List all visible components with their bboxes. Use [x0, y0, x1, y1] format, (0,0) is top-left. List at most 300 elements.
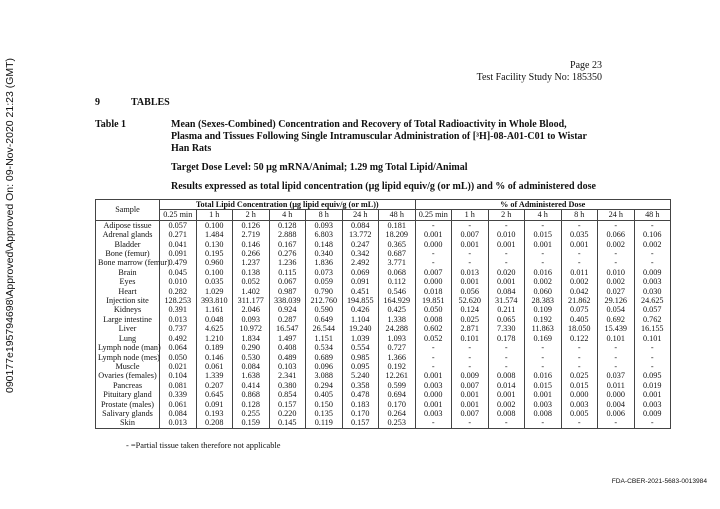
percent-dose-cell: 0.005: [561, 409, 598, 418]
table-row: [96, 230, 671, 239]
concentration-cell: 128.253: [160, 296, 197, 305]
concentration-cell: 0.790: [306, 287, 343, 296]
concentration-cell: 0.048: [196, 315, 233, 324]
table-row: [96, 343, 671, 352]
concentration-cell: 0.207: [196, 381, 233, 390]
percent-dose-cell: -: [561, 418, 598, 428]
sample-name-cell: Ovaries (females): [96, 371, 160, 380]
percent-dose-cell: -: [634, 249, 671, 258]
concentration-cell: 1.161: [196, 305, 233, 314]
concentration-cell: 0.408: [269, 343, 306, 352]
percent-dose-cell: 0.095: [634, 371, 671, 380]
sample-name-cell: Adipose tissue: [96, 220, 160, 230]
table-row: [96, 334, 671, 343]
percent-dose-cell: -: [598, 362, 635, 371]
concentration-cell: 0.050: [160, 353, 197, 362]
percent-dose-cell: 0.007: [452, 409, 489, 418]
concentration-cell: 0.365: [379, 240, 416, 249]
percent-dose-cell: 0.602: [415, 324, 452, 333]
percent-dose-cell: 0.016: [525, 371, 562, 380]
concentration-cell: 0.084: [233, 362, 270, 371]
concentration-cell: 2.046: [233, 305, 270, 314]
concentration-cell: 0.061: [160, 400, 197, 409]
sample-name-cell: Bladder: [96, 240, 160, 249]
table-row: [96, 220, 671, 230]
concentration-cell: 0.282: [160, 287, 197, 296]
percent-dose-cell: -: [598, 418, 635, 428]
table-label: Table 1: [95, 119, 127, 130]
sample-name-cell: Muscle: [96, 362, 160, 371]
concentration-cell: 1.484: [196, 230, 233, 239]
concentration-cell: 0.266: [233, 249, 270, 258]
timepoint-header: 4 h: [269, 210, 306, 220]
percent-dose-cell: 0.018: [415, 287, 452, 296]
table-caption: [171, 119, 601, 155]
concentration-cell: 0.590: [306, 305, 343, 314]
percent-dose-cell: 0.010: [488, 230, 525, 239]
concentration-cell: 0.276: [269, 249, 306, 258]
percent-dose-cell: 0.001: [488, 240, 525, 249]
percent-dose-cell: 0.020: [488, 268, 525, 277]
concentration-cell: 0.405: [306, 390, 343, 399]
concentration-cell: 0.167: [269, 240, 306, 249]
data-table-container: [95, 199, 671, 439]
percent-dose-cell: 0.003: [634, 400, 671, 409]
concentration-cell: 0.091: [342, 277, 379, 286]
percent-dose-cell: 29.126: [598, 296, 635, 305]
percent-dose-cell: 0.084: [488, 287, 525, 296]
timepoint-header: 0.25 min: [415, 210, 452, 220]
percent-dose-cell: 0.009: [634, 268, 671, 277]
concentration-cell: 0.093: [233, 315, 270, 324]
sample-name-cell: Prostate (males): [96, 400, 160, 409]
concentration-cell: 0.073: [306, 268, 343, 277]
concentration-cell: 12.261: [379, 371, 416, 380]
concentration-cell: 0.492: [160, 334, 197, 343]
percent-dose-cell: 0.011: [561, 268, 598, 277]
approval-stamp: 090177e195794698\Approved\Approved On: 09-Nov-2020 21:23 (GMT): [4, 57, 16, 393]
concentration-cell: 0.135: [306, 409, 343, 418]
caption-line: Mean (Sexes-Combined) Concentration and Recovery of Total Radioactivity in Whole Blood,: [171, 119, 567, 130]
concentration-cell: 0.220: [269, 409, 306, 418]
concentration-cell: 0.091: [196, 400, 233, 409]
percent-dose-cell: -: [488, 353, 525, 362]
concentration-cell: 0.067: [269, 277, 306, 286]
percent-dose-cell: 0.000: [415, 240, 452, 249]
percent-dose-cell: 52.620: [452, 296, 489, 305]
percent-dose-cell: 0.019: [634, 381, 671, 390]
percent-dose-cell: -: [598, 258, 635, 267]
concentration-cell: 0.689: [306, 353, 343, 362]
percent-dose-cell: 0.001: [634, 390, 671, 399]
concentration-cell: 0.138: [233, 268, 270, 277]
sample-name-cell: Lymph node (man): [96, 343, 160, 352]
percent-dose-cell: 0.101: [598, 334, 635, 343]
concentration-cell: 0.425: [379, 305, 416, 314]
concentration-cell: 0.687: [379, 249, 416, 258]
percent-dose-cell: 0.001: [561, 240, 598, 249]
percent-dose-cell: 0.106: [634, 230, 671, 239]
concentration-cell: 4.625: [196, 324, 233, 333]
concentration-cell: 0.021: [160, 362, 197, 371]
percent-dose-cell: -: [598, 220, 635, 230]
percent-dose-cell: -: [525, 220, 562, 230]
sample-name-cell: Salivary glands: [96, 409, 160, 418]
table-row: [96, 418, 671, 428]
percent-dose-cell: -: [415, 343, 452, 352]
caption-line: Plasma and Tissues Following Single Intramuscular Administration of [³H]-08-A01-C01 to Wistar: [171, 131, 587, 142]
percent-dose-cell: 0.003: [415, 409, 452, 418]
percent-dose-cell: 11.863: [525, 324, 562, 333]
concentration-cell: 0.084: [342, 220, 379, 230]
percent-dose-cell: -: [598, 249, 635, 258]
percent-dose-cell: 0.001: [452, 390, 489, 399]
concentration-cell: 0.068: [379, 268, 416, 277]
percent-dose-cell: 0.002: [561, 277, 598, 286]
concentration-cell: 0.045: [160, 268, 197, 277]
concentration-cell: 0.340: [306, 249, 343, 258]
percent-dose-cell: 0.003: [561, 400, 598, 409]
concentration-cell: 0.271: [160, 230, 197, 239]
percent-dose-cell: 0.001: [415, 400, 452, 409]
sample-name-cell: Bone marrow (femur): [96, 258, 160, 267]
concentration-cell: 0.010: [160, 277, 197, 286]
concentration-cell: 0.426: [342, 305, 379, 314]
percent-dose-cell: -: [525, 249, 562, 258]
percent-dose-cell: 0.009: [634, 409, 671, 418]
concentration-cell: 1.237: [233, 258, 270, 267]
table-row: [96, 315, 671, 324]
percent-dose-cell: 0.002: [634, 240, 671, 249]
percent-dose-cell: 0.027: [598, 287, 635, 296]
percent-dose-cell: 0.030: [634, 287, 671, 296]
concentration-cell: 1.029: [196, 287, 233, 296]
percent-dose-cell: 0.013: [452, 268, 489, 277]
percent-dose-cell: -: [525, 343, 562, 352]
concentration-cell: 0.183: [342, 400, 379, 409]
sample-name-cell: Skin: [96, 418, 160, 428]
percent-dose-cell: 0.001: [488, 277, 525, 286]
concentration-cell: 0.112: [379, 277, 416, 286]
results-note: Results expressed as total lipid concentration (µg lipid equiv/g (or mL)) and % of administered dose: [171, 181, 596, 192]
percent-dose-cell: 0.192: [525, 315, 562, 324]
percent-dose-cell: 0.003: [415, 381, 452, 390]
percent-dose-cell: 0.008: [415, 315, 452, 324]
sample-name-cell: Adrenal glands: [96, 230, 160, 239]
percent-dose-cell: -: [452, 343, 489, 352]
concentration-cell: 0.247: [342, 240, 379, 249]
page-number: Page 23: [570, 60, 602, 71]
concentration-cell: 212.760: [306, 296, 343, 305]
concentration-cell: 338.039: [269, 296, 306, 305]
concentration-cell: 0.119: [306, 418, 343, 428]
sample-name-cell: Bone (femur): [96, 249, 160, 258]
concentration-cell: 1.836: [306, 258, 343, 267]
concentration-cell: 0.451: [342, 287, 379, 296]
percent-dose-cell: 15.439: [598, 324, 635, 333]
concentration-cell: 0.157: [269, 400, 306, 409]
table-row: [96, 277, 671, 286]
concentration-cell: 6.803: [306, 230, 343, 239]
timepoint-header: 24 h: [598, 210, 635, 220]
percent-dose-cell: 24.625: [634, 296, 671, 305]
concentration-cell: 0.148: [306, 240, 343, 249]
concentration-cell: 0.145: [269, 418, 306, 428]
concentration-cell: 10.972: [233, 324, 270, 333]
sample-name-cell: Liver: [96, 324, 160, 333]
section-title: TABLES: [131, 97, 170, 108]
concentration-cell: 0.414: [233, 381, 270, 390]
concentration-cell: 0.554: [342, 343, 379, 352]
table-row: [96, 362, 671, 371]
percent-dose-cell: 0.000: [561, 390, 598, 399]
percent-dose-cell: 0.007: [452, 230, 489, 239]
percent-dose-cell: 0.122: [561, 334, 598, 343]
concentration-cell: 1.339: [196, 371, 233, 380]
timepoint-header: 4 h: [525, 210, 562, 220]
concentration-cell: 3.771: [379, 258, 416, 267]
sample-name-cell: Brain: [96, 268, 160, 277]
percent-dose-cell: 0.101: [452, 334, 489, 343]
percent-dose-cell: -: [561, 220, 598, 230]
concentration-cell: 0.380: [269, 381, 306, 390]
percent-dose-cell: 0.008: [525, 409, 562, 418]
percent-dose-cell: 0.002: [598, 240, 635, 249]
percent-dose-cell: 0.001: [452, 400, 489, 409]
concentration-cell: 0.189: [196, 343, 233, 352]
percent-dose-cell: -: [561, 258, 598, 267]
percent-dose-cell: -: [488, 258, 525, 267]
sample-name-cell: Large intestine: [96, 315, 160, 324]
percent-dose-cell: -: [415, 353, 452, 362]
percent-dose-cell: 0.000: [598, 390, 635, 399]
sample-name-cell: Lung: [96, 334, 160, 343]
percent-dose-cell: 0.002: [598, 277, 635, 286]
percent-dose-cell: 21.862: [561, 296, 598, 305]
percent-dose-cell: 7.330: [488, 324, 525, 333]
concentration-cell: 0.645: [196, 390, 233, 399]
sample-header: Sample: [96, 200, 160, 221]
percent-dose-cell: 0.010: [598, 268, 635, 277]
percent-dose-cell: 0.001: [452, 277, 489, 286]
percent-dose-cell: 0.001: [415, 371, 452, 380]
percent-dose-cell: -: [415, 249, 452, 258]
concentration-cell: 1.236: [269, 258, 306, 267]
percent-dose-cell: 0.004: [598, 400, 635, 409]
table-body: [96, 220, 671, 428]
percent-dose-cell: 0.101: [634, 334, 671, 343]
concentration-cell: 0.694: [379, 390, 416, 399]
timepoint-header: 24 h: [342, 210, 379, 220]
concentration-cell: 0.342: [342, 249, 379, 258]
concentration-cell: 0.093: [306, 220, 343, 230]
timepoint-header: 0.25 min: [160, 210, 197, 220]
percent-dose-cell: 0.015: [561, 381, 598, 390]
percent-dose-cell: 0.211: [488, 305, 525, 314]
concentration-cell: 0.115: [269, 268, 306, 277]
concentration-cell: 0.091: [160, 249, 197, 258]
table-row: [96, 249, 671, 258]
percent-dose-cell: 0.000: [415, 390, 452, 399]
percent-dose-cell: 0.011: [598, 381, 635, 390]
concentration-cell: 0.104: [160, 371, 197, 380]
percent-dose-cell: 31.574: [488, 296, 525, 305]
percent-dose-cell: 0.001: [525, 240, 562, 249]
concentration-cell: 2.341: [269, 371, 306, 380]
concentration-cell: 0.069: [342, 268, 379, 277]
percent-dose-cell: -: [634, 362, 671, 371]
concentration-cell: 19.240: [342, 324, 379, 333]
section-number: 9: [95, 97, 100, 108]
concentration-group-header: Total Lipid Concentration (µg lipid equiv/g (or mL)): [160, 200, 416, 210]
percent-dose-cell: 0.009: [452, 371, 489, 380]
percent-dose-cell: -: [598, 353, 635, 362]
table-row: [96, 381, 671, 390]
concentration-cell: 0.157: [342, 418, 379, 428]
percent-dose-cell: 0.037: [598, 371, 635, 380]
percent-dose-cell: -: [634, 343, 671, 352]
sample-name-cell: Pituitary gland: [96, 390, 160, 399]
table-row: [96, 240, 671, 249]
percent-dose-cell: 0.065: [488, 315, 525, 324]
concentration-cell: 0.103: [269, 362, 306, 371]
concentration-cell: 0.208: [196, 418, 233, 428]
concentration-cell: 0.052: [233, 277, 270, 286]
percent-dose-cell: 0.001: [452, 240, 489, 249]
percent-dose-cell: 2.871: [452, 324, 489, 333]
timepoint-header: 48 h: [379, 210, 416, 220]
percent-dose-cell: -: [561, 343, 598, 352]
percent-dose-cell: -: [488, 343, 525, 352]
concentration-cell: 16.547: [269, 324, 306, 333]
concentration-cell: 18.209: [379, 230, 416, 239]
concentration-cell: 194.855: [342, 296, 379, 305]
concentration-cell: 0.095: [342, 362, 379, 371]
percent-dose-cell: -: [525, 353, 562, 362]
concentration-cell: 0.546: [379, 287, 416, 296]
study-number: Test Facility Study No: 185350: [476, 72, 602, 83]
percent-dose-cell: -: [415, 258, 452, 267]
percent-dose-cell: -: [452, 418, 489, 428]
concentration-cell: 0.128: [233, 400, 270, 409]
sample-name-cell: Lymph node (mes): [96, 353, 160, 362]
concentration-cell: 1.834: [233, 334, 270, 343]
concentration-cell: 0.170: [379, 400, 416, 409]
percent-dose-cell: 0.169: [525, 334, 562, 343]
percent-dose-cell: 0.006: [598, 409, 635, 418]
percent-dose-cell: -: [452, 362, 489, 371]
table-row: [96, 390, 671, 399]
percent-dose-cell: 0.124: [452, 305, 489, 314]
percent-dose-cell: 0.001: [415, 230, 452, 239]
concentration-cell: 0.264: [379, 409, 416, 418]
concentration-cell: 13.772: [342, 230, 379, 239]
concentration-cell: 0.013: [160, 315, 197, 324]
percent-dose-cell: 0.405: [561, 315, 598, 324]
concentration-cell: 1.151: [306, 334, 343, 343]
concentration-cell: 0.193: [196, 409, 233, 418]
percent-dose-cell: -: [561, 353, 598, 362]
concentration-cell: 3.088: [306, 371, 343, 380]
percent-dose-cell: 0.025: [561, 371, 598, 380]
caption-line: Han Rats: [171, 143, 212, 154]
table-row: [96, 400, 671, 409]
percent-dose-cell: 0.109: [525, 305, 562, 314]
concentration-cell: 1.104: [342, 315, 379, 324]
timepoint-header-row: [96, 210, 671, 220]
concentration-cell: 2.719: [233, 230, 270, 239]
percent-dose-cell: 16.155: [634, 324, 671, 333]
table-row: [96, 353, 671, 362]
percent-dose-cell: 0.007: [415, 268, 452, 277]
concentration-cell: 0.170: [342, 409, 379, 418]
percent-dose-cell: 0.001: [488, 390, 525, 399]
concentration-cell: 1.093: [379, 334, 416, 343]
concentration-cell: 1.210: [196, 334, 233, 343]
concentration-cell: 0.854: [269, 390, 306, 399]
percent-dose-group-header: % of Administered Dose: [415, 200, 671, 210]
concentration-cell: 0.084: [160, 409, 197, 418]
percent-dose-cell: 0.003: [634, 277, 671, 286]
percent-dose-cell: -: [452, 258, 489, 267]
concentration-cell: 0.287: [269, 315, 306, 324]
concentration-cell: 0.255: [233, 409, 270, 418]
timepoint-header: 8 h: [561, 210, 598, 220]
percent-dose-cell: 0.052: [415, 334, 452, 343]
concentration-cell: 0.159: [233, 418, 270, 428]
data-table: [95, 199, 671, 429]
concentration-cell: 0.100: [196, 268, 233, 277]
percent-dose-cell: 0.050: [415, 305, 452, 314]
percent-dose-cell: 0.056: [452, 287, 489, 296]
table-row: [96, 258, 671, 267]
percent-dose-cell: -: [452, 353, 489, 362]
concentration-cell: 1.497: [269, 334, 306, 343]
percent-dose-cell: 18.050: [561, 324, 598, 333]
table-row: [96, 324, 671, 333]
percent-dose-cell: 0.001: [525, 390, 562, 399]
percent-dose-cell: -: [634, 258, 671, 267]
concentration-cell: 0.478: [342, 390, 379, 399]
percent-dose-cell: 0.057: [634, 305, 671, 314]
concentration-cell: 0.059: [306, 277, 343, 286]
concentration-cell: 0.081: [160, 381, 197, 390]
percent-dose-cell: -: [525, 258, 562, 267]
concentration-cell: 0.727: [379, 343, 416, 352]
percent-dose-cell: -: [561, 362, 598, 371]
concentration-cell: 26.544: [306, 324, 343, 333]
percent-dose-cell: -: [488, 362, 525, 371]
percent-dose-cell: 0.002: [488, 400, 525, 409]
percent-dose-cell: 0.000: [415, 277, 452, 286]
percent-dose-cell: 28.383: [525, 296, 562, 305]
percent-dose-cell: 0.178: [488, 334, 525, 343]
percent-dose-cell: -: [561, 249, 598, 258]
table-row: [96, 296, 671, 305]
percent-dose-cell: -: [452, 249, 489, 258]
timepoint-header: 1 h: [452, 210, 489, 220]
percent-dose-cell: 0.015: [525, 230, 562, 239]
concentration-cell: 0.960: [196, 258, 233, 267]
concentration-cell: 0.013: [160, 418, 197, 428]
concentration-cell: 0.035: [196, 277, 233, 286]
percent-dose-cell: -: [415, 220, 452, 230]
percent-dose-cell: -: [488, 249, 525, 258]
sample-name-cell: Injection site: [96, 296, 160, 305]
concentration-cell: 0.130: [196, 240, 233, 249]
concentration-cell: 0.358: [342, 381, 379, 390]
concentration-cell: 0.061: [196, 362, 233, 371]
